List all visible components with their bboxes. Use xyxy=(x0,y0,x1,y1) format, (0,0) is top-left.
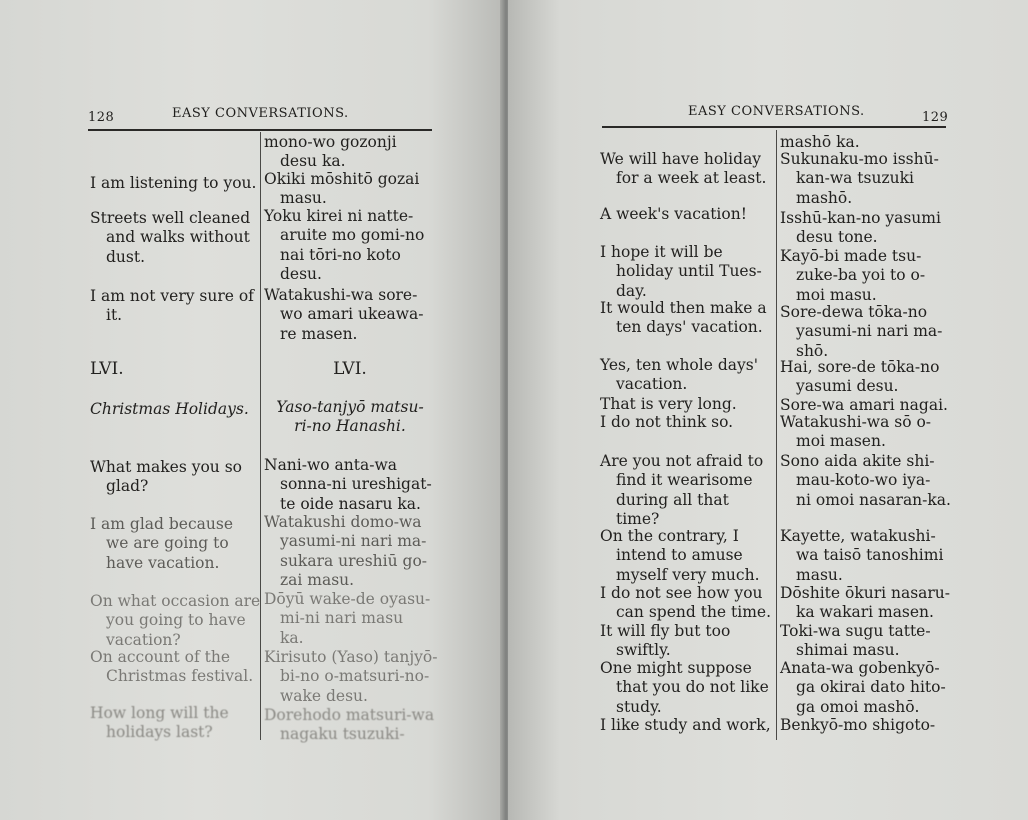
right-page-number: 129 xyxy=(922,110,949,125)
left-page-number: 128 xyxy=(88,110,115,125)
english-line: time? xyxy=(616,509,660,528)
english-line: I am glad because xyxy=(90,515,234,533)
english-cell xyxy=(600,243,772,301)
japanese-cell xyxy=(780,209,948,248)
japanese-line: sukara ureshiū go- xyxy=(280,551,428,570)
left-header-rule xyxy=(88,129,432,131)
english-cell xyxy=(90,648,256,687)
japanese-line: Okiki mōshitō gozai xyxy=(264,170,420,188)
english-line: holidays last? xyxy=(106,723,213,742)
english-line: On the contrary, I xyxy=(600,527,739,545)
english-cell xyxy=(600,452,772,529)
english-line: LVI. xyxy=(90,359,124,379)
japanese-line: Yoku kirei ni natte- xyxy=(264,207,414,225)
english-cell xyxy=(90,458,256,497)
japanese-line: zuke-ba yoi to o- xyxy=(796,266,926,285)
english-line: for a week at least. xyxy=(616,169,767,188)
english-line: I like study and work, xyxy=(600,716,771,734)
japanese-line: ri-no Hanashi. xyxy=(294,417,406,436)
english-line: you going to have xyxy=(106,611,246,630)
japanese-line: kan-wa tsuzuki xyxy=(796,169,914,188)
japanese-line: yasumi desu. xyxy=(796,377,899,396)
japanese-cell xyxy=(264,590,436,648)
english-line: Christmas Holidays. xyxy=(90,400,249,418)
japanese-line: wo amari ukeawa- xyxy=(280,305,424,324)
english-cell xyxy=(90,592,261,650)
english-line: vacation. xyxy=(616,375,688,394)
japanese-line: moi masen. xyxy=(796,432,886,451)
japanese-line: Kirisuto (Yaso) tanjyō- xyxy=(264,648,438,666)
japanese-line: Nani-wo anta-wa xyxy=(264,456,397,474)
english-cell xyxy=(600,299,772,338)
japanese-line: zai masu. xyxy=(280,570,355,589)
english-line: I do not think so. xyxy=(600,413,734,431)
japanese-line: Kayō-bi made tsu- xyxy=(780,247,922,265)
japanese-cell xyxy=(780,303,948,361)
right-column-divider xyxy=(776,130,777,740)
english-line: That is very long. xyxy=(600,395,737,413)
english-line: On what occasion are xyxy=(90,592,261,610)
right-running-head: EASY CONVERSATIONS. xyxy=(688,104,865,119)
english-line: On account of the xyxy=(90,648,231,666)
english-line: One might suppose xyxy=(600,659,752,677)
english-cell xyxy=(600,395,772,414)
english-line: find it wearisome xyxy=(616,471,753,490)
japanese-line: Watakushi-wa sore- xyxy=(264,286,418,304)
english-line: vacation? xyxy=(106,630,181,649)
japanese-cell xyxy=(780,358,948,397)
english-cell xyxy=(90,704,256,743)
japanese-line: Sore-dewa tōka-no xyxy=(780,303,928,321)
japanese-cell xyxy=(780,413,948,452)
english-line: Streets well cleaned xyxy=(90,209,251,227)
english-line: can spend the time. xyxy=(616,603,772,622)
english-cell xyxy=(90,174,256,193)
japanese-cell xyxy=(780,527,948,585)
japanese-line: Anata-wa gobenkyō- xyxy=(780,659,940,677)
english-cell xyxy=(600,527,772,585)
english-line: intend to amuse xyxy=(616,546,743,565)
japanese-line: Sukunaku-mo isshū- xyxy=(780,150,939,168)
english-line: I am not very sure of xyxy=(90,287,254,305)
japanese-line: mi-ni nari masu xyxy=(280,609,404,628)
japanese-line: mono-wo gozonji xyxy=(264,133,397,151)
japanese-cell xyxy=(780,622,948,661)
english-line: What makes you so xyxy=(90,458,242,476)
japanese-line: desu ka. xyxy=(280,152,346,171)
english-cell xyxy=(600,356,772,395)
english-line: I do not see how you xyxy=(600,584,763,602)
english-line: Christmas festival. xyxy=(106,667,254,686)
english-cell xyxy=(600,584,772,623)
japanese-line: yasumi-ni nari ma- xyxy=(796,322,943,341)
english-line: during all that xyxy=(616,490,729,509)
english-line: it. xyxy=(106,306,123,325)
english-cell xyxy=(600,205,772,224)
english-cell xyxy=(600,413,772,432)
english-cell xyxy=(90,360,256,379)
japanese-line: re masen. xyxy=(280,324,358,343)
japanese-line: mashō. xyxy=(796,188,853,207)
japanese-line: Dōshite ōkuri nasaru- xyxy=(780,584,951,602)
japanese-line: bi-no o-matsuri-no- xyxy=(280,667,430,686)
japanese-line: Watakushi domo-wa xyxy=(264,513,422,531)
japanese-line: Yaso-tanjyō matsu- xyxy=(276,398,424,416)
japanese-cell xyxy=(264,360,436,379)
english-line: swiftly. xyxy=(616,641,671,660)
japanese-line: nagaku tsuzuki- xyxy=(280,725,405,744)
english-line: ten days' vacation. xyxy=(616,318,763,337)
japanese-line: Toki-wa sugu tatte- xyxy=(780,622,931,640)
english-line: have vacation. xyxy=(106,553,220,572)
japanese-line: sonna-ni ureshigat- xyxy=(280,475,432,494)
japanese-cell xyxy=(264,207,436,284)
right-header-rule xyxy=(602,126,946,128)
japanese-line: ga omoi mashō. xyxy=(796,697,920,716)
japanese-line: Watakushi-wa sō o- xyxy=(780,413,932,431)
japanese-line: shimai masu. xyxy=(796,641,900,660)
english-cell xyxy=(600,150,772,189)
japanese-line: wake desu. xyxy=(280,686,368,705)
japanese-line: ka wakari masen. xyxy=(796,603,934,622)
japanese-line: Kayette, watakushi- xyxy=(780,527,936,545)
english-line: dust. xyxy=(106,247,146,266)
japanese-cell xyxy=(264,648,436,706)
japanese-line: ni omoi nasaran-ka. xyxy=(796,490,951,509)
english-line: A week's vacation! xyxy=(600,205,747,223)
english-cell xyxy=(600,659,772,717)
japanese-cell xyxy=(264,513,436,590)
english-line: Yes, ten whole days' xyxy=(600,356,758,374)
japanese-line: moi masu. xyxy=(796,285,877,304)
japanese-line: Dōyū wake-de oyasu- xyxy=(264,590,431,608)
english-line: We will have holiday xyxy=(600,150,762,168)
japanese-cell xyxy=(264,456,436,514)
japanese-line: ka. xyxy=(280,628,304,647)
japanese-cell xyxy=(780,452,951,510)
japanese-line: Sore-wa amari nagai. xyxy=(780,396,948,414)
japanese-line: shō. xyxy=(796,341,829,360)
japanese-line: desu. xyxy=(280,264,322,283)
japanese-cell xyxy=(780,584,951,623)
english-line: How long will the xyxy=(90,704,229,722)
japanese-cell xyxy=(264,398,436,437)
japanese-cell xyxy=(264,286,436,344)
english-cell xyxy=(90,209,256,267)
english-line: It will fly but too xyxy=(600,622,731,640)
english-line: we are going to xyxy=(106,534,229,553)
japanese-line: desu tone. xyxy=(796,228,878,247)
english-line: day. xyxy=(616,281,647,300)
english-line: I hope it will be xyxy=(600,243,723,261)
japanese-line: Hai, sore-de tōka-no xyxy=(780,358,940,376)
japanese-cell xyxy=(264,706,436,745)
english-cell xyxy=(90,287,256,326)
japanese-line: Sono aida akite shi- xyxy=(780,452,935,470)
english-line: that you do not like xyxy=(616,678,769,697)
english-cell xyxy=(600,622,772,661)
japanese-line: ga okirai dato hito- xyxy=(796,678,946,697)
english-line: holiday until Tues- xyxy=(616,262,762,281)
english-cell xyxy=(600,716,772,735)
english-line: I am listening to you. xyxy=(90,174,257,192)
japanese-line: mashō ka. xyxy=(780,133,860,151)
japanese-cell xyxy=(264,170,436,209)
japanese-cell xyxy=(780,150,948,208)
english-line: and walks without xyxy=(106,228,250,247)
japanese-line: masu. xyxy=(280,189,327,208)
japanese-cell xyxy=(780,659,948,717)
japanese-line: masu. xyxy=(796,565,843,584)
english-line: It would then make a xyxy=(600,299,767,317)
left-column-divider xyxy=(260,132,261,740)
japanese-line: aruite mo gomi-no xyxy=(280,226,425,245)
english-cell xyxy=(90,515,256,573)
japanese-line: Benkyō-mo shigoto- xyxy=(780,716,936,734)
japanese-cell xyxy=(780,716,948,735)
japanese-line: yasumi-ni nari ma- xyxy=(280,532,427,551)
english-cell xyxy=(90,400,256,419)
left-running-head: EASY CONVERSATIONS. xyxy=(172,106,349,121)
japanese-line: te oide nasaru ka. xyxy=(280,494,421,513)
japanese-line: LVI. xyxy=(333,359,367,379)
japanese-line: Dorehodo matsuri-wa xyxy=(264,706,435,724)
japanese-line: nai tōri-no koto xyxy=(280,245,401,264)
english-line: myself very much. xyxy=(616,565,760,584)
japanese-line: wa taisō tanoshimi xyxy=(796,546,944,565)
english-line: glad? xyxy=(106,477,149,496)
english-line: study. xyxy=(616,697,662,716)
english-line: Are you not afraid to xyxy=(600,452,764,470)
japanese-line: mau-koto-wo iya- xyxy=(796,471,931,490)
japanese-cell xyxy=(780,247,948,305)
japanese-cell xyxy=(264,133,436,172)
japanese-line: Isshū-kan-no yasumi xyxy=(780,209,941,227)
